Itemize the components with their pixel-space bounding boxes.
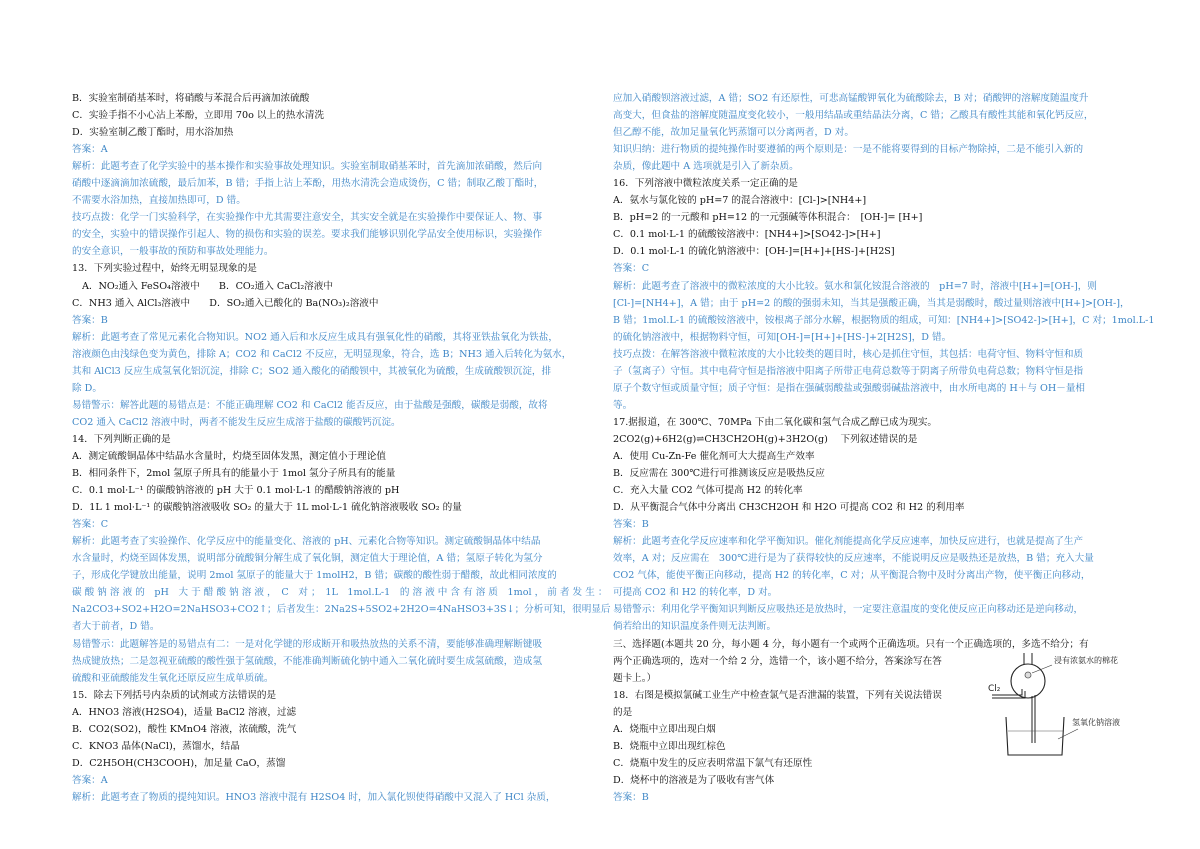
right-line: 等。 — [613, 399, 633, 411]
left-line: 的安全意识，一般事故的预防和事故处理能力。 — [72, 246, 274, 258]
right-line: 17.据报道，在 300℃、70MPa 下由二氧化碳和氢气合成乙醇已成为现实。 — [613, 416, 938, 428]
q18-line: A．烧瓶中立即出现白烟 — [613, 723, 716, 735]
left-line: B．相同条件下，2mol 氢原子所具有的能量小于 1mol 氢分子所具有的能量 — [72, 468, 396, 480]
left-line: 解析：此题考查了化学实验中的基本操作和实验事故处理知识。实验室制取硝基苯时，首先滴加浓硝酸，然后向 — [72, 161, 543, 173]
right-line: 高变大，但食盐的溶解度随温度变化较小，一般用结晶或重结晶法分离，C 错；乙酸具有酸性其能和氧化钙反应， — [613, 110, 1094, 122]
left-line: D．实验室制乙酸丁酯时，用水浴加热 — [72, 127, 234, 139]
label-cotton: 浸有浓氨水的棉花 — [1054, 656, 1118, 665]
left-line: C．实验手指不小心沾上苯酚，立即用 70o 以上的热水清洗 — [72, 110, 325, 122]
right-line: 原子个数守恒或质量守恒；质子守恒：是指在强碱弱酸盐或强酸弱碱盐溶液中，由水所电离的 H＋与 OH－量相 — [613, 382, 1086, 394]
right-line: 杂质，像此题中 A 选项就是引入了新杂质。 — [613, 161, 799, 173]
left-line: 解析：此题考查了实验操作、化学反应中的能量变化、溶液的 pH、元素化合物等知识。测定硫酸铜晶体中结晶 — [72, 536, 541, 548]
right-line: 但乙醇不能，故加足量氧化钙蒸馏可以分离两者，D 对。 — [613, 127, 854, 139]
left-line: 碳 酸 钠 溶 液 的 pH 大 于 醋 酸 钠 溶 液 ， C 对 ； 1L 1mol.L-1 的 溶 液 中 含 有 溶 质 1mol ， 前 者 发 生 ： — [72, 587, 608, 599]
right-line: A．使用 Cu-Zn-Fe 催化剂可大大提高生产效率 — [613, 450, 815, 462]
left-line: 硫酸和亚硫酸能发生氧化还原反应生成单质硫。 — [72, 672, 274, 684]
q18-line: C．烧瓶中发生的反应表明常温下氯气有还原性 — [613, 757, 813, 769]
right-line: 解析：此题考查了溶液中的微粒浓度的大小比较。氨水和氯化铵混合溶液的 pH=7 时，溶液中[H+]=[OH-]，则 — [613, 280, 1097, 292]
q18-line: 题卡上。） — [613, 672, 657, 684]
left-line: B．实验室制硝基苯时，将硝酸与苯混合后再滴加浓硫酸 — [72, 93, 310, 104]
apparatus-figure — [986, 651, 1126, 757]
right-line: C．0.1 mol·L-1 的硫酸铵溶液中：[NH4+]>[SO42-]>[H+] — [613, 229, 881, 241]
right-line: B．pH=2 的一元酸和 pH=12 的一元强碱等体积混合： [OH-]= [H+] — [613, 212, 923, 224]
q18-line: B．烧瓶中立即出现红棕色 — [613, 740, 726, 752]
left-line: 其和 AlCl3 反应生成氢氧化铝沉淀，排除 C；SO2 通入酸化的硝酸钡中，其被氧化为硫酸，生成硫酸钡沉淀，排 — [72, 365, 552, 377]
label-cl2: Cl₂ — [988, 684, 1001, 694]
right-line: 三、选择题(本题共 20 分，每小题 4 分，每小题有一个或两个正确选项。只有一个正确选项的，多选不给分；有 — [613, 638, 1089, 650]
left-line: 硝酸中逐滴滴加浓硫酸，最后加苯，B 错；手指上沾上苯酚，用热水清洗会造成烫伤，C 错；制取乙酸丁酯时， — [72, 178, 544, 190]
left-line: Na2CO3+SO2+H2O=2NaHSO3+CO2↑；后者发生：2Na2S+5SO2+2H2O=4NaHSO3+3S↓；分析可知，很明显后 — [72, 604, 611, 616]
flask — [1011, 664, 1045, 698]
right-line: B．反应需在 300℃进行可推测该反应是吸热反应 — [613, 468, 825, 480]
right-lines — [613, 90, 1188, 653]
left-line: 14．下列判断正确的是 — [72, 433, 171, 445]
left-line: 不需要水浴加热，直接加热即可，D 错。 — [72, 195, 246, 207]
label-naoh: 氢氧化钠溶液 — [1072, 718, 1120, 727]
left-line: 技巧点拨：化学一门实验科学，在实验操作中尤其需要注意安全，其实安全就是在实验操作中要保证人、物、事 — [72, 212, 543, 224]
right-line: D．0.1 mol·L-1 的硫化钠溶液中：[OH-]=[H+]+[HS-]+[H2S] — [613, 246, 895, 258]
left-line: 子，形成化学键放出能量，说明 2mol 氢原子的能量大于 1molH2，B 错；碳酸的酸性弱于醋酸，故此相同浓度的 — [72, 570, 557, 582]
right-line: 子（氢离子）守恒。其中电荷守恒是指溶液中阳离子所带正电荷总数等于阴离子所带负电荷总数；物料守恒是指 — [613, 365, 1084, 377]
left-line: 解析：此题考查了常见元素化合物知识。NO2 通入后和水反应生成具有强氧化性的硝酸，其将亚铁盐氧化为铁盐， — [72, 331, 558, 343]
right-line: [Cl-]=[NH4+]，A 错；由于 pH=2 的酸的强弱未知，当其是强酸正确，当其是弱酸时，酸过量则溶液中[H+]>[OH-]， — [613, 297, 1130, 309]
right-line: C．充入大量 CO2 气体可提高 H2 的转化率 — [613, 485, 803, 497]
left-line: 水含量时，灼烧至固体发黑，说明部分硫酸铜分解生成了氧化铜，测定值大于理论值，A 错；氢原子转化为氢分 — [72, 553, 543, 565]
right-line: 技巧点拨：在解答溶液中微粒浓度的大小比较类的题目时，核心是抓住守恒，其包括：电荷守恒、物料守恒和质 — [613, 348, 1084, 360]
left-line: 者大于前者，D 错。 — [72, 621, 160, 633]
left-line: 解析：此题考查了物质的提纯知识。HNO3 溶液中混有 H2SO4 时，加入氯化钡使得硝酸中又混入了 HCl 杂质， — [72, 791, 556, 803]
right-line: 可提高 CO2 和 H2 的转化率，D 对。 — [613, 587, 778, 599]
left-line: 答案：A — [72, 774, 108, 786]
right-line: B 错；1mol.L-1 的硫酸铵溶液中，铵根离子部分水解，根据物质的组成，可知：[NH4+]>[SO42-]>[H+]，C 对；1mol.L-1 — [613, 314, 1155, 326]
left-line: CO2 通入 CaCl2 溶液中时，两者不能发生反应生成溶于盐酸的碳酸钙沉淀。 — [72, 416, 401, 428]
left-line: C．NH3 通入 AlCl₃溶液中 D．SO₂通入已酸化的 Ba(NO₃)₂溶液中 — [72, 297, 379, 309]
right-line: 易错警示：利用化学平衡知识判断反应吸热还是放热时，一定要注意温度的变化使反应正向移动还是逆向移动， — [613, 604, 1084, 616]
left-line: 的安全，实验中的错误操作引起人、物的损伤和实验的误差。要求我们能够识别化学品安全使用标识，实验操作 — [72, 229, 543, 241]
left-line: 除 D。 — [72, 382, 102, 394]
left-line: 答案：B — [72, 314, 108, 326]
left-line: 13．下列实验过程中，始终无明显现象的是 — [72, 263, 257, 275]
left-line: 热成键放热；二是忽视亚硫酸的酸性强于氢硫酸，不能准确判断硫化钠中通入二氧化硫时要生成氢硫酸，造成氢 — [72, 655, 543, 667]
q18-line: D．烧杯中的溶液是为了吸收有害气体 — [613, 774, 775, 786]
right-line: 的硫化钠溶液中，根据物料守恒，可知[OH-]=[H+]+[HS-]+2[H2S]，D 错。 — [613, 331, 952, 343]
q18-line: 18．右图是模拟氯碱工业生产中检查氯气是否泄漏的装置，下列有关说法错误 — [613, 689, 942, 701]
right-line: A．氨水与氯化铵的 pH=7 的混合溶液中：[Cl-]>[NH4+] — [613, 195, 867, 207]
left-line: 答案：A — [72, 144, 108, 156]
right-line: D．从平衡混合气体中分离出 CH3CH2OH 和 H2O 可提高 CO2 和 H2 的利用率 — [613, 502, 965, 514]
apparatus-diagram — [986, 651, 1126, 757]
right-line: 应加入硝酸钡溶液过滤，A 错；SO2 有还原性，可悲高锰酸钾氧化为硫酸除去，B 对；硝酸钾的溶解度随温度升 — [613, 93, 1089, 104]
left-line: A．测定硫酸铜晶体中结晶水含量时，灼烧至固体发黑，测定值小于理论值 — [72, 450, 386, 462]
left-line: 易错警示：此题解答是的易错点有二：一是对化学键的形成断开和吸热放热的关系不清，要能够准确理解断键吸 — [72, 638, 543, 650]
right-line: 2CO2(g)+6H2(g)⇌CH3CH2OH(g)+3H2O(g) 下列叙述错误的是 — [613, 433, 918, 445]
left-line: 溶液颜色由浅绿色变为黄色，排除 A；CO2 和 CaCl2 不反应，无明显现象，符合，选 B；NH3 通入后转化为氨水， — [72, 348, 572, 360]
right-line: 解析：此题考查化学反应速率和化学平衡知识。催化剂能提高化学反应速率，加快反应进行，也就是提高了生产 — [613, 536, 1084, 548]
right-line: 答案：C — [613, 263, 650, 275]
left-column — [72, 90, 647, 806]
right-line: 倘若给出的知识温度条件则无法判断。 — [613, 621, 777, 633]
left-line: C．KNO3 晶体(NaCl)，蒸馏水，结晶 — [72, 740, 240, 752]
left-line: D．C2H5OH(CH3COOH)，加足量 CaO，蒸馏 — [72, 757, 286, 769]
left-line: B．CO2(SO2)，酸性 KMnO4 溶液，浓硫酸，洗气 — [72, 723, 297, 735]
left-line: A．HNO3 溶液(H2SO4)，适量 BaCl2 溶液，过滤 — [72, 706, 297, 718]
right-line: 效率，A 对；反应需在 300℃进行是为了获得较快的反应速率，不能说明反应是吸热还是放热，B 错；充入大量 — [613, 553, 1094, 565]
left-line: 答案：C — [72, 519, 109, 531]
q18-line: 答案：B — [613, 791, 649, 803]
q18-line: 两个正确选项的，选对一个给 2 分，选错一个，该小题不给分，答案涂写在答 — [613, 655, 942, 667]
left-line: C．0.1 mol·L⁻¹ 的碳酸钠溶液的 pH 大于 0.1 mol·L-1 的醋酸钠溶液的 pH — [72, 485, 400, 497]
right-line: 16．下列溶液中微粒浓度关系一定正确的是 — [613, 178, 798, 190]
left-line: D．1L 1 mol·L⁻¹ 的碳酸钠溶液吸收 SO₂ 的量大于 1L mol·L-1 硫化钠溶液吸收 SO₂ 的量 — [72, 502, 462, 514]
right-line: 知识归纳：进行物质的提纯操作时要遵循的两个原则是：一是不能将要得到的目标产物除掉，二是不能引入新的 — [613, 144, 1084, 156]
right-line: 答案：B — [613, 519, 649, 531]
left-line: A．NO₂通入 FeSO₄溶液中 B．CO₂通入 CaCl₂溶液中 — [82, 280, 333, 292]
left-line: 15．除去下列括号内杂质的试剂或方法错误的是 — [72, 689, 277, 701]
right-line: CO2 气体，能使平衡正向移动，提高 H2 的转化率，C 对；从平衡混合物中及时分离出产物，使平衡正向移动， — [613, 570, 1091, 582]
question-18-text — [613, 653, 981, 806]
left-line: 易错警示：解答此题的易错点是：不能正确理解 CO2 和 CaCl2 能否反应，由于盐酸是强酸，碳酸是弱酸，故将 — [72, 399, 548, 411]
q18-line: 的是 — [613, 706, 633, 718]
